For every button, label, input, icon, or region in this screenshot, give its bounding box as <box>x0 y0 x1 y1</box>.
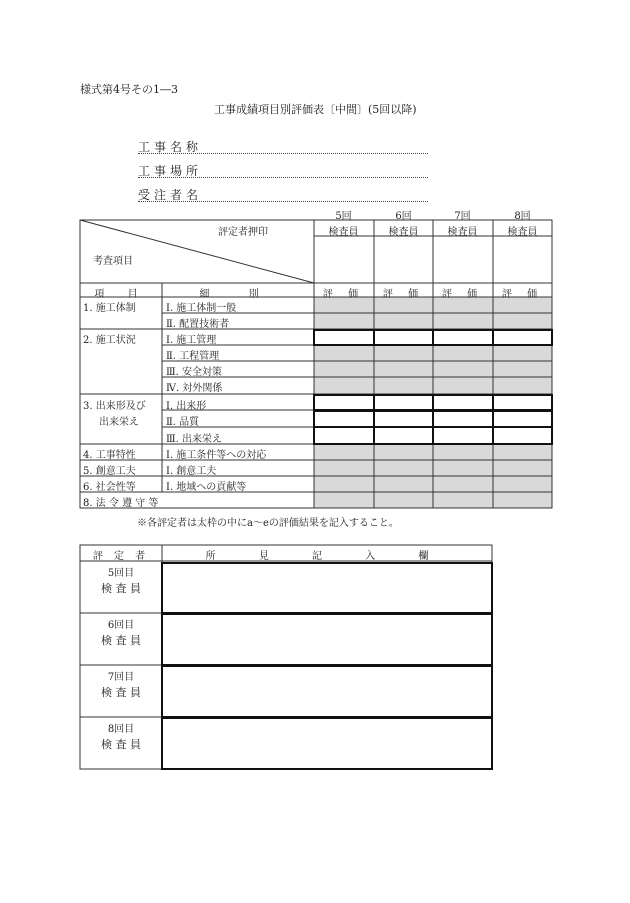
col-eval-8: 評 価 <box>501 289 544 300</box>
detail-4-1: Ⅰ. 施工条件等への対応 <box>166 450 267 461</box>
remarks-round-5: 5回目 <box>107 568 135 579</box>
remarks-col-remarks: 所 見 記 入 欄 <box>205 551 449 562</box>
item-1: 1. 施工体制 <box>83 303 136 314</box>
remarks-role-8: 検 査 員 <box>101 738 141 751</box>
detail-3-3: Ⅲ. 出来栄え <box>166 434 223 445</box>
header-evaluator-seal: 評定者押印 <box>218 227 268 238</box>
col-eval-5: 評 価 <box>322 289 365 300</box>
item-4: 4. 工事特性 <box>83 450 136 461</box>
inspector-label-8: 検査員 <box>507 227 538 238</box>
field-label-contractor: 受注者名 <box>138 188 203 202</box>
detail-3-2: Ⅱ. 品質 <box>166 417 200 428</box>
item-8: 8. 法 令 遵 守 等 <box>83 498 159 509</box>
detail-2-1: Ⅰ. 施工管理 <box>166 335 217 346</box>
page-title: 工事成績項目別評価表〔中間〕(5回以降) <box>214 103 417 116</box>
col-eval-7: 評 価 <box>441 289 484 300</box>
remarks-col-evaluator: 評 定 者 <box>92 551 150 562</box>
detail-2-3: Ⅲ. 安全対策 <box>166 367 223 378</box>
remarks-role-6: 検 査 員 <box>101 634 141 647</box>
field-label-name: 工事名称 <box>138 140 203 154</box>
detail-6-1: Ⅰ. 地域への貢献等 <box>166 482 247 493</box>
item-3: 3. 出来形及び <box>83 401 146 412</box>
item-3-line2: 出来栄え <box>99 417 139 428</box>
detail-1-1: Ⅰ. 施工体制一般 <box>166 303 237 314</box>
inspector-label-5: 検査員 <box>328 227 359 238</box>
col-detail-header: 細 別 <box>199 289 277 300</box>
col-item-header: 項 目 <box>94 289 148 300</box>
inspector-label-6: 検査員 <box>388 227 419 238</box>
item-2: 2. 施工状況 <box>83 335 136 346</box>
detail-2-4: Ⅳ. 対外関係 <box>166 383 223 394</box>
item-6: 6. 社会性等 <box>83 482 136 493</box>
remarks-round-8: 8回目 <box>107 724 135 735</box>
detail-2-2: Ⅱ. 工程管理 <box>166 351 220 362</box>
round-label-5: 5回 <box>335 211 352 222</box>
form-number: 様式第4号その1―3 <box>80 83 178 96</box>
round-label-6: 6回 <box>395 211 412 222</box>
remarks-role-5: 検 査 員 <box>101 582 141 595</box>
item-5: 5. 創意工夫 <box>83 466 136 477</box>
round-label-8: 8回 <box>514 211 531 222</box>
detail-5-1: Ⅰ. 創意工夫 <box>166 466 217 477</box>
detail-1-2: Ⅱ. 配置技術者 <box>166 319 230 330</box>
detail-3-1: Ⅰ. 出来形 <box>166 401 207 412</box>
round-label-7: 7回 <box>454 211 471 222</box>
inspector-label-7: 検査員 <box>447 227 478 238</box>
remarks-round-7: 7回目 <box>107 672 135 683</box>
remarks-round-6: 6回目 <box>107 620 135 631</box>
remarks-role-7: 検 査 員 <box>101 686 141 699</box>
header-review-item: 考査項目 <box>93 256 133 267</box>
col-eval-6: 評 価 <box>382 289 425 300</box>
eval-note: ※各評定者は太枠の中にa～eの評価結果を記入すること。 <box>137 518 399 529</box>
field-label-place: 工事場所 <box>138 164 203 178</box>
